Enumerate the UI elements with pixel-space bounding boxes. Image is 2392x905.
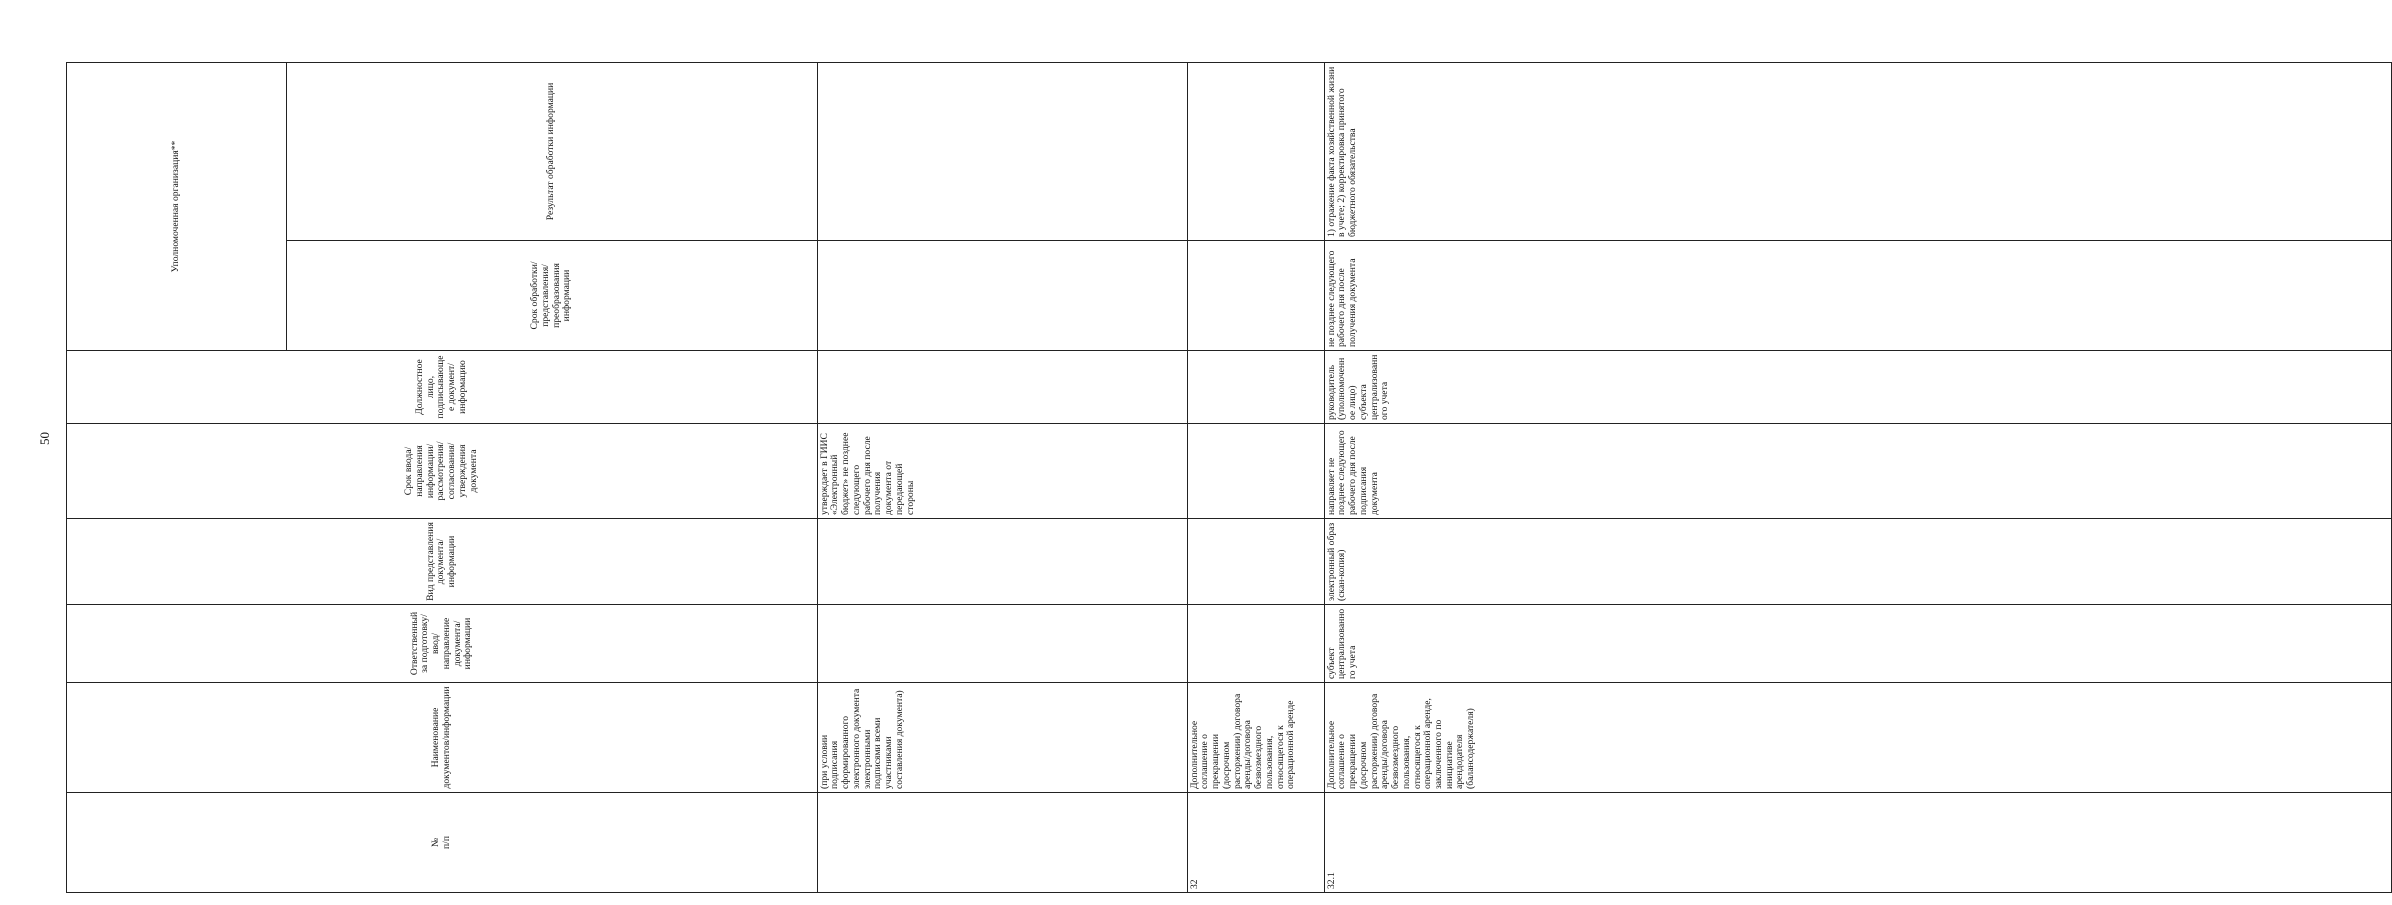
page-number: 50 (37, 432, 52, 445)
cell-form: электронный образ (скан-копия) (1324, 519, 2392, 605)
header-responsible: Ответственный за подготовку/ ввод/ направление документа/ информации (67, 605, 818, 683)
cell-responsible (1187, 605, 1324, 683)
header-auth-result: Результат обработки информации (286, 63, 817, 241)
header-auth-deadline: Срок обработки/ представления/ преобразования информации (286, 241, 817, 351)
header-deadline: Срок ввода/ направления информации/ рассмотрения/ согласования/ утверждения документа (67, 424, 818, 519)
rotated-table-wrapper (66, 63, 1477, 893)
table-row (1324, 63, 2392, 893)
cell-official (1187, 351, 1324, 424)
cell-auth-result (817, 63, 1187, 241)
cell-name: Дополнительное соглашение о прекращении (досрочном расторжении) договора аренды/договора безвозмездного пользования, относящегося к операционной аренде, заключенного по инициативе арендодателя (балансодержателя) (1324, 683, 2392, 793)
cell-num: 32 (1187, 793, 1324, 893)
table-row (817, 63, 1187, 893)
header-form: Вид представления документа/ информации (67, 519, 818, 605)
cell-auth-deadline: не позднее следующего рабочего дня после получения документа (1324, 241, 2392, 351)
cell-form (817, 519, 1187, 605)
cell-official: руководитель (уполномоченное лицо) субъекта централизованного учета (1324, 351, 2392, 424)
document-table (66, 62, 2392, 893)
cell-name: Дополнительное соглашение о прекращении (досрочном расторжении) договора аренды/договора безвозмездного пользования, относящегося к операционной аренде (1187, 683, 1324, 793)
table-row (1187, 63, 1324, 893)
cell-auth-result (1187, 63, 1324, 241)
cell-num (817, 793, 1187, 893)
header-authorized-org: Уполномоченная организация** (67, 63, 287, 351)
cell-auth-result: 1) отражение факта хозяйственной жизни в учете; 2) корректировка принятого бюджетного обязательства (1324, 63, 2392, 241)
cell-deadline: утверждает в ГИИС «Электронный бюджет» не позднее следующего рабочего дня после получения документа от передающей стороны (817, 424, 1187, 519)
cell-deadline (1187, 424, 1324, 519)
header-name: Наименование документов/информации (67, 683, 818, 793)
cell-auth-deadline (817, 241, 1187, 351)
cell-num: 32.1 (1324, 793, 2392, 893)
header-official: Должностное лицо, подписывающее документ/ информацию (67, 351, 818, 424)
cell-auth-deadline (1187, 241, 1324, 351)
cell-official (817, 351, 1187, 424)
cell-responsible (817, 605, 1187, 683)
cell-name: (при условии подписания сформированного электронного документа электронными подписями всеми участниками составления документа) (817, 683, 1187, 793)
cell-responsible: субъект централизованного учета (1324, 605, 2392, 683)
cell-form (1187, 519, 1324, 605)
header-num: № п/п (67, 793, 818, 893)
cell-deadline: направляет не позднее следующего рабочего дня после подписания документа (1324, 424, 2392, 519)
